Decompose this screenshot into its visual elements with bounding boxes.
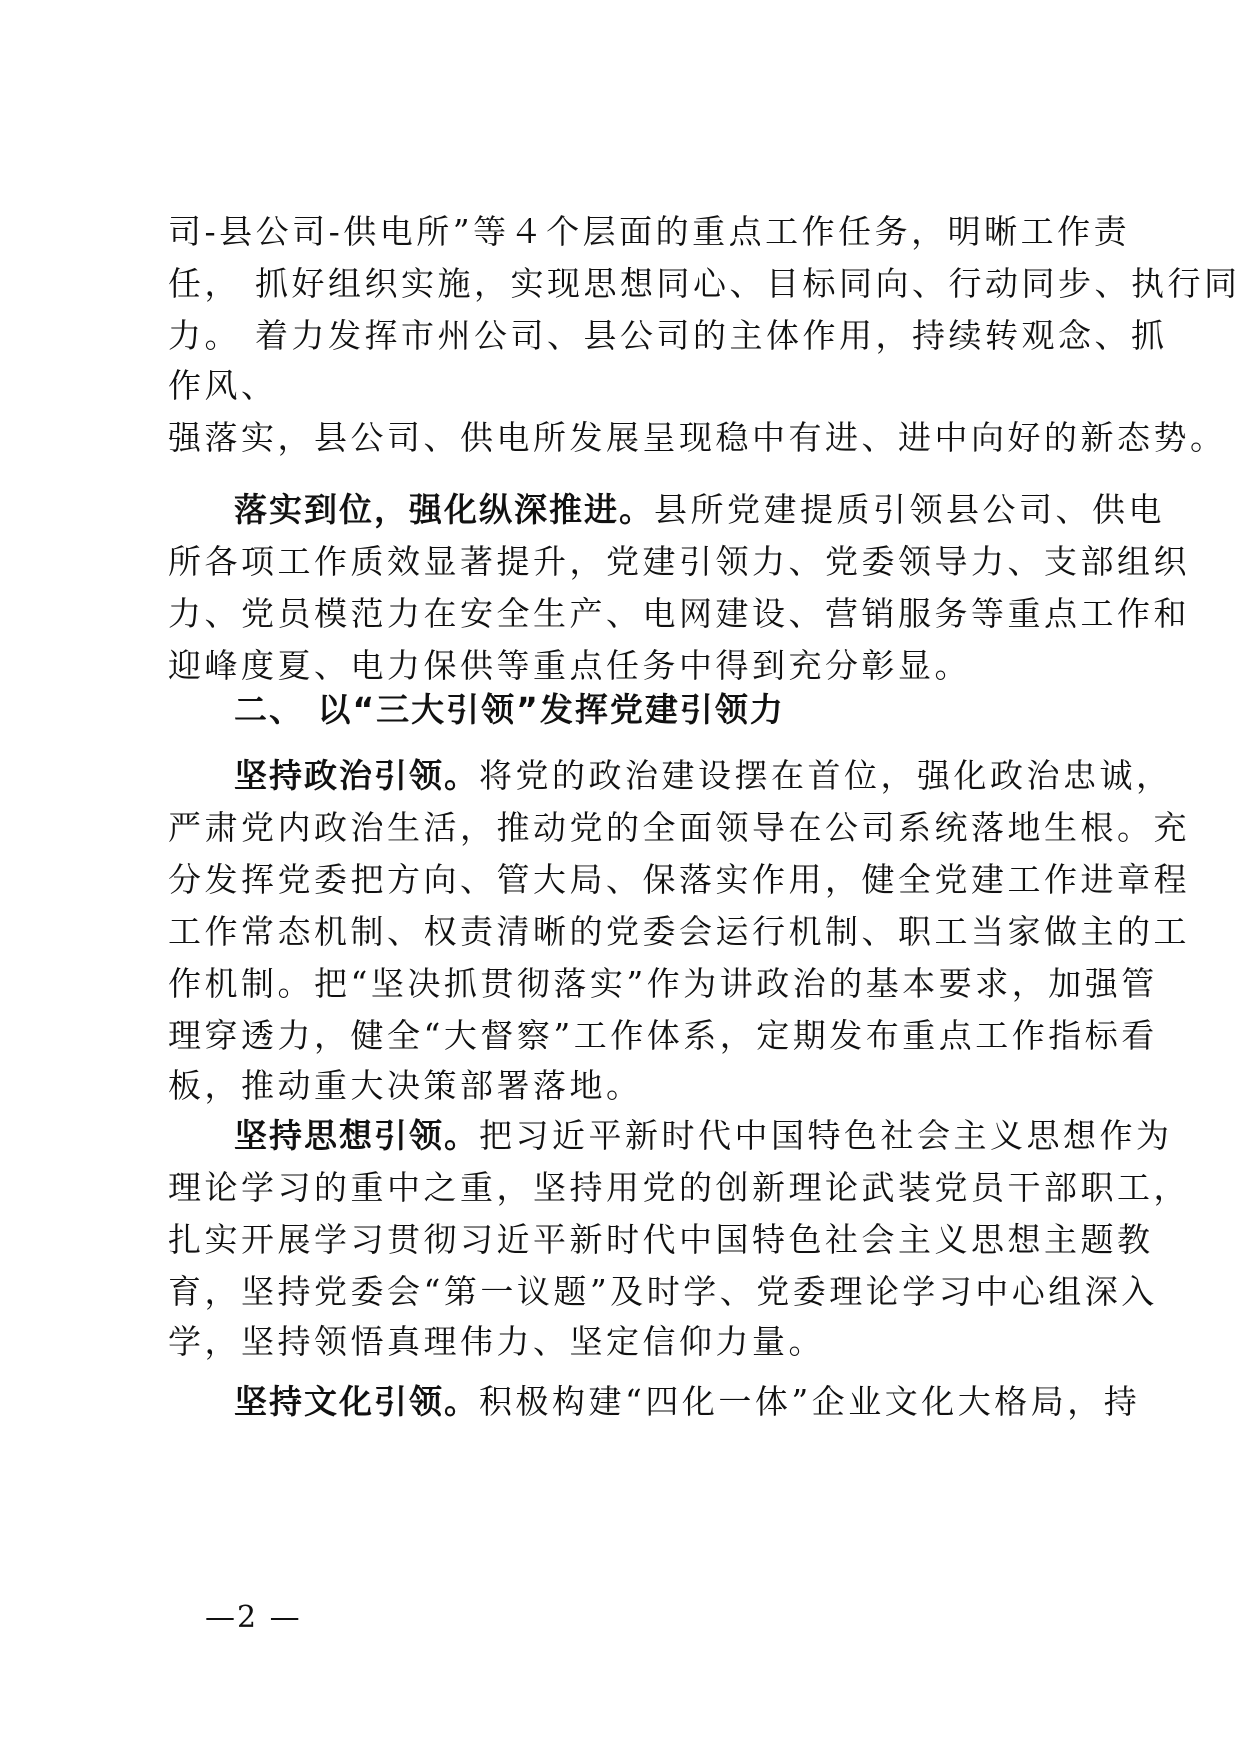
body-line: 任， 抓好组织实施，实现思想同心、目标同向、行动同步、执行同 <box>168 264 1240 303</box>
paragraph-lead: 坚持政治引领。 <box>234 756 479 795</box>
paragraph-text: 把习近平新时代中国特色社会主义思想作为 <box>479 1116 1173 1155</box>
page-number: —2 — <box>205 1600 302 1635</box>
body-line: 作机制。把“坚决抓贯彻落实”作为讲政治的基本要求，加强管 <box>168 964 1158 1003</box>
body-line: 迎峰度夏、电力保供等重点任务中得到充分彰显。 <box>168 646 971 685</box>
body-line: 司-县公司-供电所”等４个层面的重点工作任务，明晰工作责 <box>168 212 1131 251</box>
body-line: 严肃党内政治生活，推动党的全面领导在公司系统落地生根。充 <box>168 808 1190 847</box>
paragraph-lead: 坚持思想引领。 <box>234 1116 479 1155</box>
section-heading: 二、 以“三大引领”发挥党建引领力 <box>234 690 785 729</box>
body-line: 育，坚持党委会“第一议题”及时学、党委理论学习中心组深入 <box>168 1272 1158 1311</box>
body-line: 力、党员模范力在安全生产、电网建设、营销服务等重点工作和 <box>168 594 1190 633</box>
body-line: 理论学习的重中之重，坚持用党的创新理论武装党员干部职工， <box>168 1168 1190 1207</box>
body-line: 所各项工作质效显著提升，党建引领力、党委领导力、支部组织 <box>168 542 1190 581</box>
paragraph-culture-first-line <box>234 1382 1140 1422</box>
body-line: 作风、 <box>168 366 278 405</box>
body-line: 学，坚持领悟真理伟力、坚定信仰力量。 <box>168 1322 825 1361</box>
body-line: 分发挥党委把方向、管大局、保落实作用，健全党建工作进章程 <box>168 860 1190 899</box>
paragraph-text: 将党的政治建设摆在首位，强化政治忠诚， <box>479 756 1173 795</box>
paragraph-lead: 坚持文化引领。 <box>234 1382 479 1421</box>
body-line: 板，推动重大决策部署落地。 <box>168 1066 643 1105</box>
body-line: 强落实，县公司、供电所发展呈现稳中有进、进中向好的新态势。 <box>168 418 1227 457</box>
paragraph-text: 县所党建提质引领县公司、供电 <box>654 490 1165 529</box>
body-line: 力。 着力发挥市州公司、县公司的主体作用，持续转观念、抓 <box>168 316 1168 355</box>
body-line: 扎实开展学习贯彻习近平新时代中国特色社会主义思想主题教 <box>168 1220 1154 1259</box>
body-line: 工作常态机制、权责清晰的党委会运行机制、职工当家做主的工 <box>168 912 1190 951</box>
paragraph-implement-first-line <box>234 490 1165 530</box>
paragraph-thought-first-line <box>234 1116 1173 1156</box>
paragraph-text: 积极构建“四化一体”企业文化大格局，持 <box>479 1382 1141 1421</box>
body-line: 理穿透力，健全“大督察”工作体系，定期发布重点工作指标看 <box>168 1016 1158 1055</box>
paragraph-lead: 落实到位，强化纵深推进。 <box>234 490 654 529</box>
paragraph-political-first-line <box>234 756 1173 796</box>
